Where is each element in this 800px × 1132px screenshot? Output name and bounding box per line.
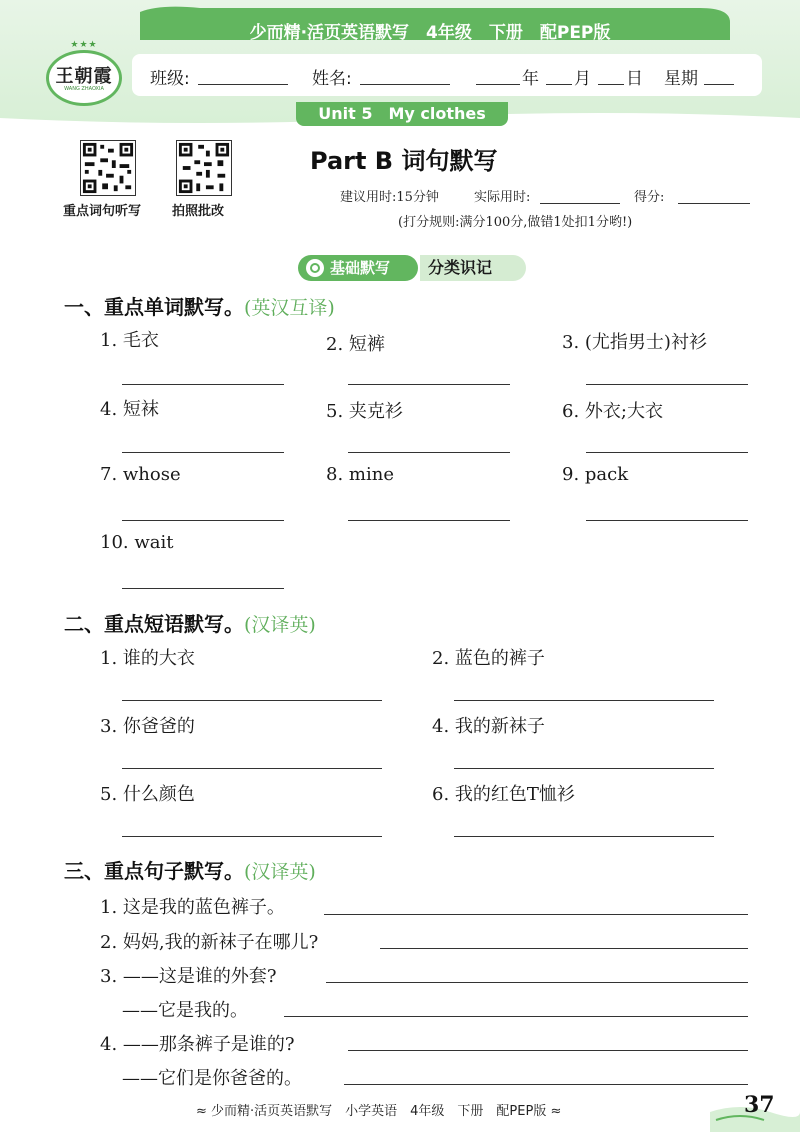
list-item: 1. 毛衣 — [100, 330, 159, 351]
month-label: 月 — [574, 69, 591, 89]
class-label: 班级: — [150, 69, 190, 89]
list-item: 3. 你爸爸的 — [100, 716, 195, 737]
list-item: 2. 妈妈,我的新袜子在哪儿? — [100, 932, 319, 953]
list-item: 4. ——那条裤子是谁的? — [100, 1034, 295, 1055]
list-item: 5. 什么颜色 — [100, 784, 195, 805]
answer-line[interactable] — [348, 520, 510, 521]
answer-line[interactable] — [122, 588, 284, 589]
page-number: 37 — [744, 1092, 775, 1118]
answer-line[interactable] — [348, 1050, 748, 1051]
answer-line[interactable] — [122, 452, 284, 453]
answer-line[interactable] — [586, 384, 748, 385]
answer-line[interactable] — [454, 700, 714, 701]
category-tag: 分类识记 — [420, 255, 526, 281]
answer-line[interactable] — [380, 948, 748, 949]
list-item: 3. ——这是谁的外套? — [100, 966, 277, 987]
list-item: ——它们是你爸爸的。 — [122, 1068, 302, 1089]
section-3-title: 三、重点句子默写。(汉译英) — [64, 859, 316, 883]
week-field[interactable] — [704, 84, 734, 85]
answer-line[interactable] — [122, 836, 382, 837]
category-pill: 基础默写 — [298, 255, 418, 281]
scoring-rule: (打分规则:满分100分,做错1处扣1分哟!) — [398, 215, 633, 230]
list-item: 3. (尤指男士)衬衫 — [562, 332, 707, 353]
qr-label-photo: 拍照批改 — [172, 204, 225, 219]
answer-line[interactable] — [454, 836, 714, 837]
week-label: 星期 — [664, 69, 698, 89]
list-item: 6. 我的红色T恤衫 — [432, 784, 575, 805]
day-field[interactable] — [598, 84, 624, 85]
list-item: 1. 这是我的蓝色裤子。 — [100, 897, 285, 918]
logo: ★★★ 王朝霞 WANG ZHAOXIA — [38, 40, 128, 108]
name-field[interactable] — [360, 84, 450, 85]
suggested-time: 建议用时:15分钟 — [340, 190, 439, 205]
list-item: 5. 夹克衫 — [326, 401, 403, 422]
unit-banner: Unit 5 My clothes — [296, 102, 508, 126]
list-item: 1. 谁的大衣 — [100, 648, 195, 669]
answer-line[interactable] — [284, 1016, 748, 1017]
answer-line[interactable] — [122, 700, 382, 701]
qr-code-icon[interactable] — [80, 140, 136, 196]
list-item: 4. 我的新袜子 — [432, 716, 545, 737]
list-item: 6. 外衣;大衣 — [562, 401, 663, 422]
list-item: 10. wait — [100, 532, 174, 553]
actual-time-label: 实际用时: — [474, 190, 531, 205]
list-item: 9. pack — [562, 464, 629, 485]
answer-line[interactable] — [344, 1084, 748, 1085]
score-label: 得分: — [634, 190, 665, 205]
answer-line[interactable] — [586, 520, 748, 521]
page-title: Part B 词句默写 — [310, 147, 498, 175]
list-item: 2. 短裤 — [326, 334, 385, 355]
answer-line[interactable] — [348, 452, 510, 453]
class-field[interactable] — [198, 84, 288, 85]
section-1-title: 一、重点单词默写。(英汉互译) — [64, 295, 335, 319]
answer-line[interactable] — [122, 768, 382, 769]
section-2-title: 二、重点短语默写。(汉译英) — [64, 612, 316, 636]
answer-line[interactable] — [586, 452, 748, 453]
qr-label-dictation: 重点词句听写 — [63, 204, 142, 219]
answer-line[interactable] — [122, 520, 284, 521]
list-item: 4. 短袜 — [100, 399, 159, 420]
day-label: 日 — [626, 69, 643, 89]
answer-line[interactable] — [326, 982, 748, 983]
answer-line[interactable] — [348, 384, 510, 385]
answer-line[interactable] — [122, 384, 284, 385]
year-label: 年 — [522, 69, 539, 89]
qr-code-icon[interactable] — [176, 140, 232, 196]
list-item: ——它是我的。 — [122, 1000, 248, 1021]
series-banner: 少而精·活页英语默写 4年级 下册 配PEP版 — [249, 23, 611, 43]
list-item: 8. mine — [326, 464, 394, 485]
year-field[interactable] — [476, 84, 520, 85]
name-label: 姓名: — [312, 69, 352, 89]
stars-icon: ★★★ — [70, 40, 98, 50]
score-field[interactable] — [678, 203, 750, 204]
month-field[interactable] — [546, 84, 572, 85]
actual-time-field[interactable] — [540, 203, 620, 204]
answer-line[interactable] — [454, 768, 714, 769]
answer-line[interactable] — [324, 914, 748, 915]
list-item: 2. 蓝色的裤子 — [432, 648, 545, 669]
footer-text: ≈ 少而精·活页英语默写 小学英语 4年级 下册 配PEP版 ≈ — [196, 1104, 562, 1119]
list-item: 7. whose — [100, 464, 181, 485]
